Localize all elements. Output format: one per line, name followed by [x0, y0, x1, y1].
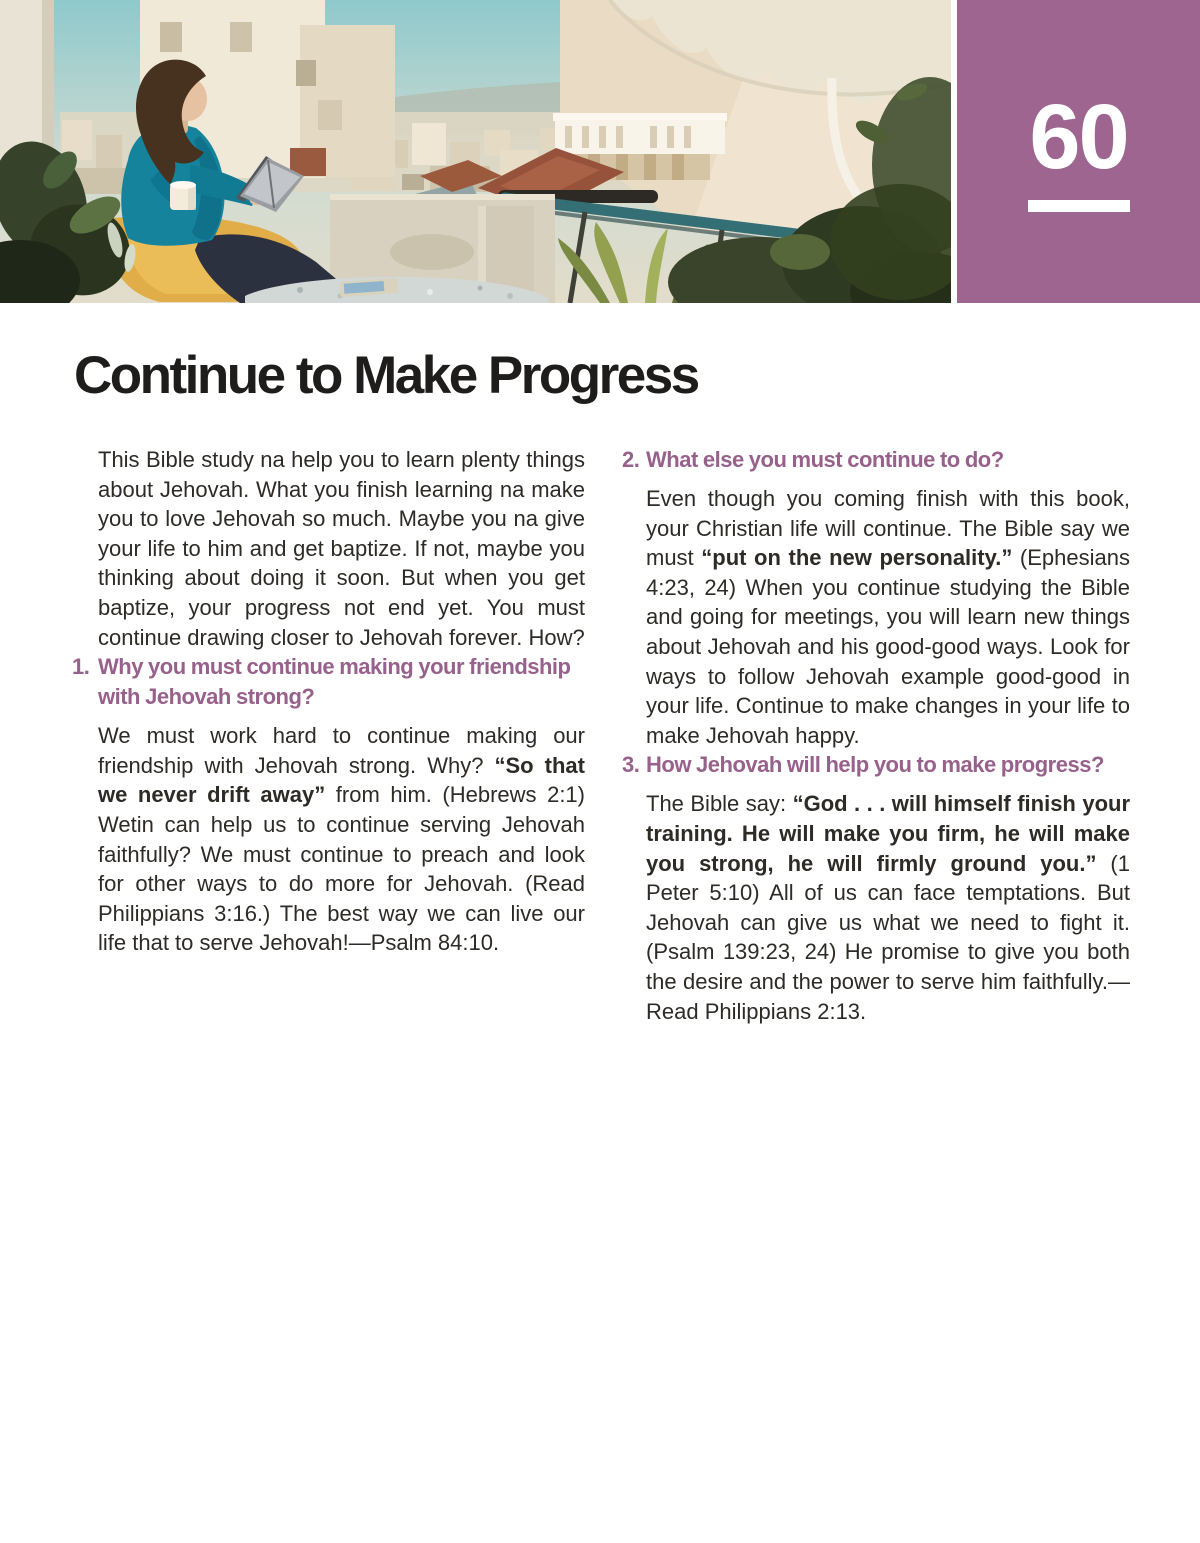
page-title: Continue to Make Progress — [74, 346, 698, 405]
question-3-text: How Jehovah will help you to make progress? — [646, 752, 1104, 778]
hero-photo — [0, 0, 951, 303]
intro-paragraph: This Bible study na help you to learn plenty things about Jehovah. What you finish learning na make you to love Jehovah so much. Maybe you na give your life to him and get baptize. If not, maybe you thinking about doing it soon. But when you get baptize, your progress not end yet. You must continue drawing closer to Jehovah forever. How? — [98, 447, 585, 650]
question-2-text: What else you must continue to do? — [646, 447, 1004, 472]
section-2 — [622, 445, 1130, 750]
question-1-text: Why you must continue making your friendship with Jehovah strong? — [98, 654, 571, 710]
question-1 — [72, 652, 615, 712]
question-2 — [622, 445, 1160, 475]
content-columns — [72, 445, 1200, 1026]
question-3 — [622, 750, 1160, 780]
right-column — [622, 445, 1130, 1026]
balcony-scene-illustration — [0, 0, 951, 303]
section-1 — [72, 652, 585, 958]
left-column — [72, 445, 585, 1026]
lesson-number-badge — [957, 0, 1200, 303]
section-3 — [622, 750, 1130, 1026]
hero — [0, 0, 1200, 303]
answer-paragraph-2: Even though you coming finish with this book, your Christian life will continue. The Bible say we must “put on the new personality.” (Ephesians 4:23, 24) When you continue studying the Bible and going for meetings, you will learn new things about Jehovah and his good-good ways. Look for ways to follow Jehovah example good-good in your life. Continue to make changes in your life to make Jehovah happy. — [646, 486, 1130, 748]
lesson-number-underline — [1028, 200, 1130, 212]
lesson-number: 60 — [1029, 86, 1128, 188]
question-2-number: 2. — [622, 447, 640, 472]
question-3-number: 3. — [622, 752, 640, 778]
answer-paragraph-3: The Bible say: “God . . . will himself finish your training. He will make you firm, he will make you strong, he will firmly ground you.” (1 Peter 5:10) All of us can face temptations. But Jehovah can give us what we need to fight it. (Psalm 139:23, 24) He promise to give you both the desire and the power to serve him faithfully.—Read Philippians 2:13. — [646, 791, 1131, 1024]
coffee-cup — [170, 181, 196, 210]
question-1-number: 1. — [72, 654, 90, 680]
answer-paragraph-1: We must work hard to continue making our friendship with Jehovah strong. Why? “So that we never drift away” from him. (Hebrews 2:1) Wetin can help us to continue serving Jehovah faithfully? We must continue to preach and look for other ways to do more for Jehovah. (Read Philippians 3:16.) The best way we can live our life that to serve Jehovah!—Psalm 84:10. — [98, 723, 585, 956]
